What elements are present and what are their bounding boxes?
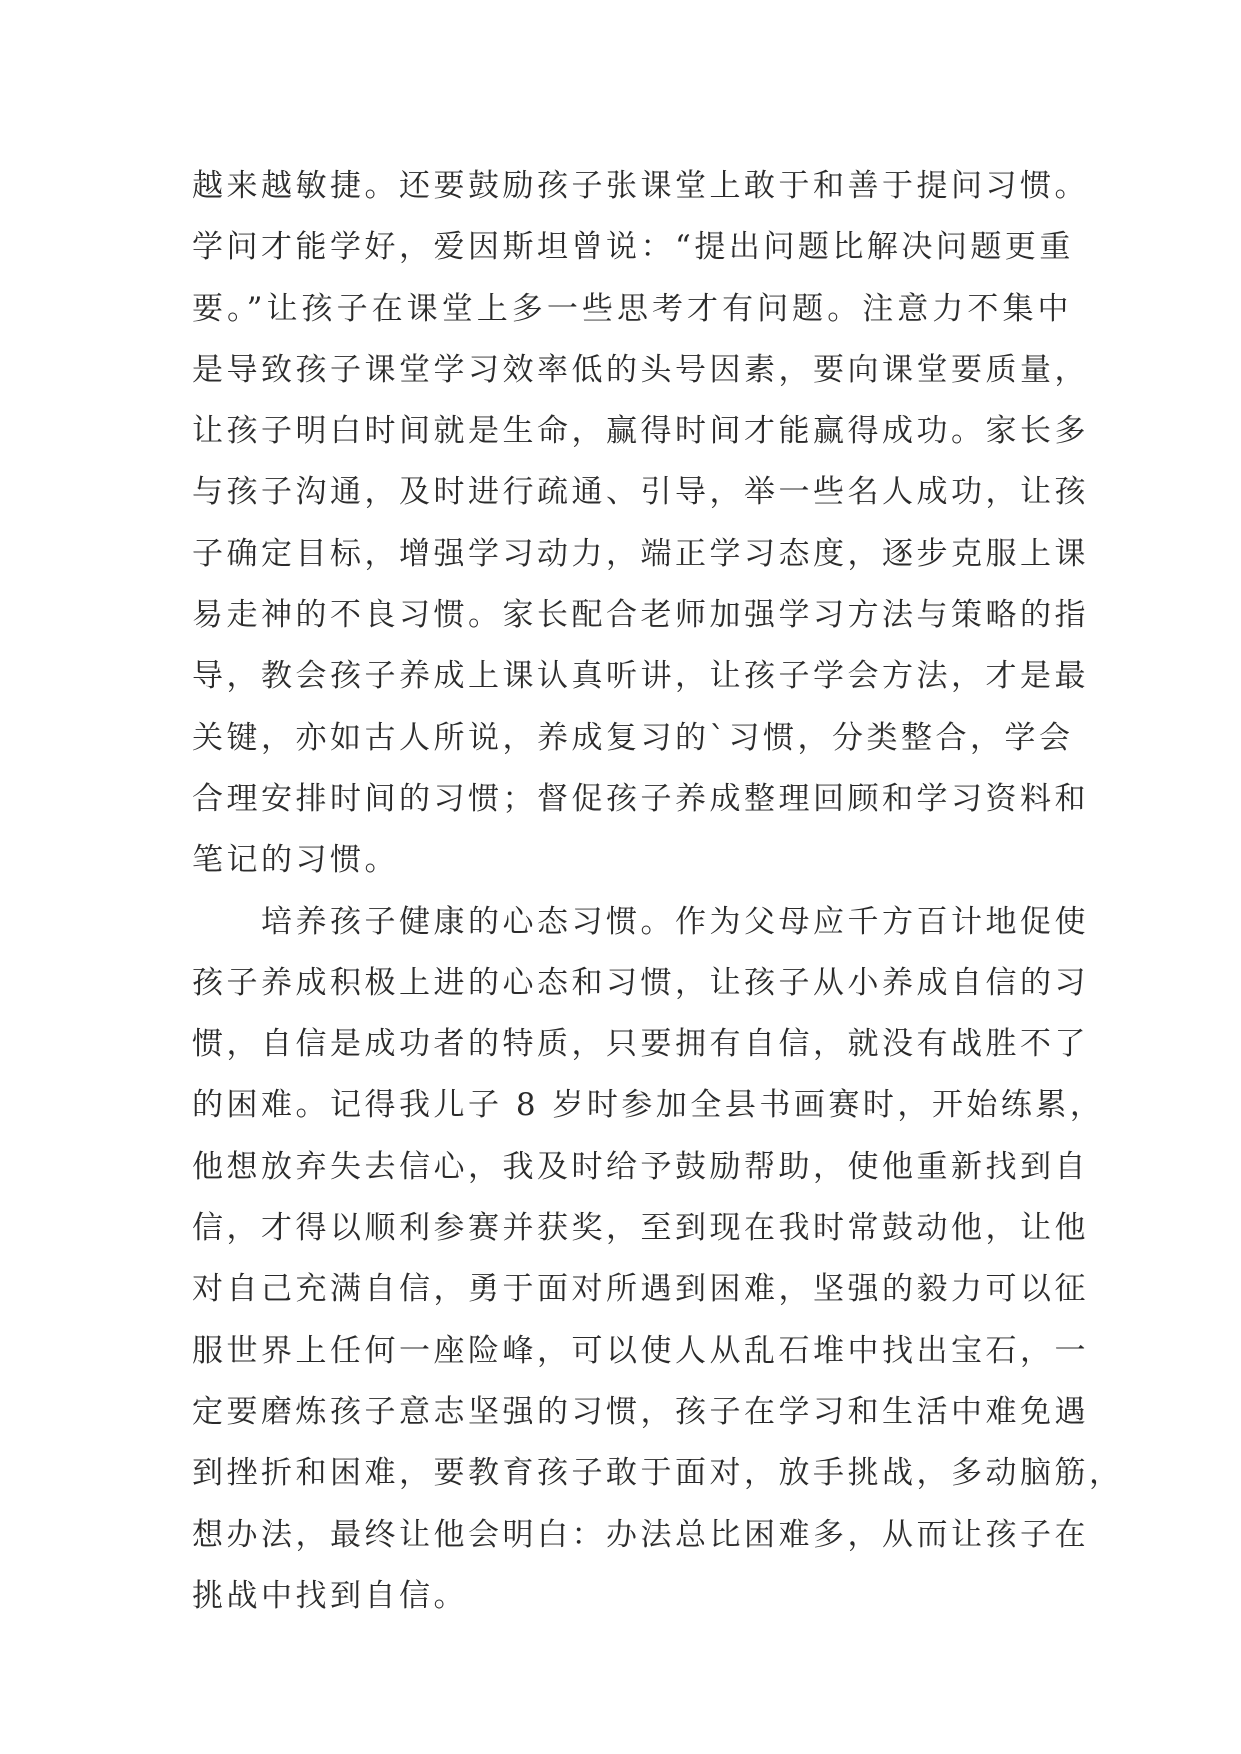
text-line: 子确定目标，增强学习动力，端正学习态度，逐步克服上课 bbox=[192, 535, 1089, 572]
text-line: 学问才能学好，爱因斯坦曾说：“提出问题比解决问题更重 bbox=[192, 229, 1074, 266]
text-line: 定要磨炼孩子意志坚强的习惯，孩子在学习和生活中难免遇 bbox=[192, 1393, 1089, 1430]
text-line: 让孩子明白时间就是生命，赢得时间才能赢得成功。家长多 bbox=[192, 413, 1089, 450]
text-line: 到挫折和困难，要教育孩子敢于面对，放手挑战，多动脑筋， bbox=[192, 1455, 1124, 1492]
document-body bbox=[192, 156, 1124, 1627]
text-line: 对自己充满自信，勇于面对所遇到困难，坚强的毅力可以征 bbox=[192, 1271, 1089, 1308]
text-line: 挑战中找到自信。 bbox=[192, 1577, 468, 1614]
text-line: 要。”让孩子在课堂上多一些思考才有问题。注意力不集中 bbox=[192, 290, 1072, 327]
text-line: 培养孩子健康的心态习惯。作为父母应千方百计地促使 bbox=[192, 903, 1089, 940]
text-line: 合理安排时间的习惯；督促孩子养成整理回顾和学习资料和 bbox=[192, 780, 1089, 817]
text-line: 他想放弃失去信心，我及时给予鼓励帮助，使他重新找到自 bbox=[192, 1148, 1089, 1185]
text-line: 孩子养成积极上进的心态和习惯，让孩子从小养成自信的习 bbox=[192, 964, 1089, 1001]
text-line: 的困难。记得我儿子 8 岁时参加全县书画赛时，开始练累， bbox=[192, 1087, 1105, 1124]
paragraph-1 bbox=[192, 156, 1089, 892]
text-line: 与孩子沟通，及时进行疏通、引导，举一些名人成功，让孩 bbox=[192, 474, 1089, 511]
text-line: 信，才得以顺利参赛并获奖，至到现在我时常鼓动他，让他 bbox=[192, 1210, 1089, 1247]
text-line: 越来越敏捷。还要鼓励孩子张课堂上敢于和善于提问习惯。 bbox=[192, 168, 1089, 204]
paragraph-2 bbox=[192, 892, 1124, 1628]
text-line: 易走神的不良习惯。家长配合老师加强学习方法与策略的指 bbox=[192, 597, 1089, 634]
text-line: 笔记的习惯。 bbox=[192, 842, 399, 879]
text-line: 想办法，最终让他会明白：办法总比困难多，从而让孩子在 bbox=[192, 1516, 1089, 1553]
text-line: 关键，亦如古人所说，养成复习的`习惯，分类整合，学会 bbox=[192, 719, 1074, 756]
text-line: 服世界上任何一座险峰，可以使人从乱石堆中找出宝石，一 bbox=[192, 1332, 1089, 1369]
text-line: 惯，自信是成功者的特质，只要拥有自信，就没有战胜不了 bbox=[192, 1026, 1089, 1063]
text-line: 是导致孩子课堂学习效率低的头号因素，要向课堂要质量， bbox=[192, 351, 1089, 388]
text-line: 导，教会孩子养成上课认真听讲，让孩子学会方法，才是最 bbox=[192, 658, 1089, 695]
